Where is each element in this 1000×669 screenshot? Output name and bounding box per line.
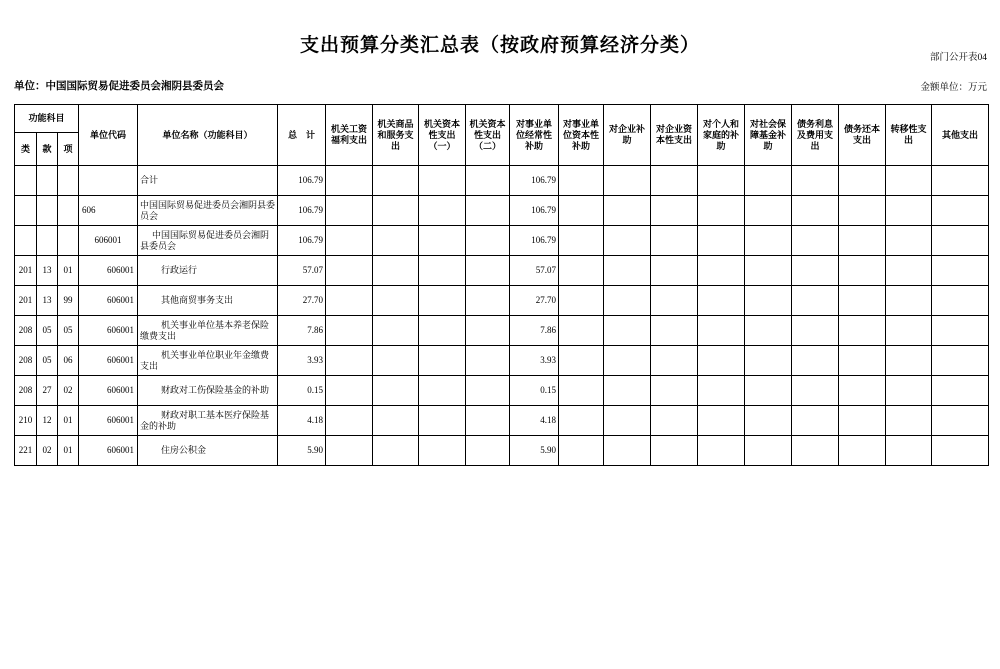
cell-value-6 [559, 346, 604, 376]
cell-value-12 [839, 436, 886, 466]
cell-value-6 [559, 316, 604, 346]
cell-value-3 [419, 226, 466, 256]
cell-unit-name: 其他商贸事务支出 [138, 286, 278, 316]
col-header-14: 债务还本支出 [839, 105, 886, 166]
cell-value-3 [419, 196, 466, 226]
cell-value-2 [373, 376, 419, 406]
meta-row [14, 78, 987, 93]
cell-value-1 [326, 166, 373, 196]
col-header-16: 其他支出 [932, 105, 989, 166]
cell-class [15, 226, 37, 256]
cell-value-8 [651, 376, 698, 406]
cell-section: 05 [37, 346, 58, 376]
cell-value-4 [466, 166, 510, 196]
cell-section: 13 [37, 256, 58, 286]
cell-value-14 [932, 166, 989, 196]
cell-value-2 [373, 316, 419, 346]
cell-class [15, 196, 37, 226]
cell-value-8 [651, 406, 698, 436]
cell-value-1 [326, 226, 373, 256]
cell-class: 221 [15, 436, 37, 466]
col-header-11: 对个人和家庭的补助 [698, 105, 745, 166]
cell-class: 208 [15, 346, 37, 376]
col-header-15: 转移性支出 [886, 105, 932, 166]
cell-value-11 [792, 226, 839, 256]
cell-value-4 [466, 256, 510, 286]
cell-class: 201 [15, 286, 37, 316]
cell-value-9 [698, 406, 745, 436]
cell-unit-code: 606001 [79, 376, 138, 406]
cell-value-5: 4.18 [510, 406, 559, 436]
cell-value-2 [373, 226, 419, 256]
cell-value-1 [326, 256, 373, 286]
cell-value-0: 0.15 [278, 376, 326, 406]
cell-value-14 [932, 436, 989, 466]
cell-item [58, 196, 79, 226]
cell-value-13 [886, 196, 932, 226]
col-header-3: 机关工资福利支出 [326, 105, 373, 166]
cell-value-7 [604, 316, 651, 346]
cell-item: 99 [58, 286, 79, 316]
cell-value-10 [745, 406, 792, 436]
cell-item [58, 226, 79, 256]
cell-value-7 [604, 436, 651, 466]
cell-value-2 [373, 256, 419, 286]
col-subheader-0: 类 [15, 133, 37, 166]
cell-value-1 [326, 406, 373, 436]
cell-value-11 [792, 196, 839, 226]
cell-value-12 [839, 196, 886, 226]
cell-value-5: 5.90 [510, 436, 559, 466]
cell-value-13 [886, 166, 932, 196]
cell-value-7 [604, 256, 651, 286]
table-row [15, 406, 989, 436]
col-header-13: 债务利息及费用支出 [792, 105, 839, 166]
cell-class [15, 166, 37, 196]
cell-value-14 [932, 346, 989, 376]
cell-unit-code: 606001 [79, 316, 138, 346]
cell-section [37, 196, 58, 226]
cell-section: 13 [37, 286, 58, 316]
cell-value-8 [651, 226, 698, 256]
cell-value-7 [604, 166, 651, 196]
cell-value-0: 7.86 [278, 316, 326, 346]
cell-value-3 [419, 406, 466, 436]
col-header-0: 单位代码 [79, 105, 138, 166]
cell-value-4 [466, 226, 510, 256]
cell-value-8 [651, 436, 698, 466]
table-row [15, 226, 989, 256]
cell-section [37, 226, 58, 256]
amount-unit-label: 金额单位：万元 [920, 83, 987, 93]
cell-value-1 [326, 316, 373, 346]
cell-value-14 [932, 316, 989, 346]
cell-unit-code: 606001 [79, 406, 138, 436]
table-row [15, 376, 989, 406]
cell-value-10 [745, 436, 792, 466]
cell-unit-code: 606001 [79, 286, 138, 316]
cell-value-4 [466, 436, 510, 466]
cell-class: 201 [15, 256, 37, 286]
table-row [15, 316, 989, 346]
cell-value-11 [792, 346, 839, 376]
cell-value-1 [326, 196, 373, 226]
cell-section: 12 [37, 406, 58, 436]
cell-value-8 [651, 316, 698, 346]
cell-value-12 [839, 316, 886, 346]
cell-value-12 [839, 166, 886, 196]
table-row [15, 256, 989, 286]
cell-value-4 [466, 346, 510, 376]
cell-value-3 [419, 376, 466, 406]
col-header-12: 对社会保障基金补助 [745, 105, 792, 166]
cell-value-5: 106.79 [510, 226, 559, 256]
cell-section: 02 [37, 436, 58, 466]
cell-unit-name: 机关事业单位基本养老保险缴费支出 [138, 316, 278, 346]
cell-unit-name: 中国国际贸易促进委员会湘阴县委员会 [138, 226, 278, 256]
cell-value-9 [698, 226, 745, 256]
cell-value-14 [932, 196, 989, 226]
cell-value-5: 57.07 [510, 256, 559, 286]
cell-value-12 [839, 376, 886, 406]
cell-value-1 [326, 346, 373, 376]
col-header-2: 总 计 [278, 105, 326, 166]
cell-value-0: 57.07 [278, 256, 326, 286]
cell-value-0: 106.79 [278, 166, 326, 196]
cell-value-9 [698, 256, 745, 286]
cell-value-0: 3.93 [278, 346, 326, 376]
cell-unit-name: 财政对职工基本医疗保险基金的补助 [138, 406, 278, 436]
cell-value-0: 5.90 [278, 436, 326, 466]
cell-value-10 [745, 256, 792, 286]
cell-unit-code: 606001 [79, 226, 138, 256]
cell-value-14 [932, 286, 989, 316]
cell-value-13 [886, 316, 932, 346]
cell-unit-code: 606001 [79, 256, 138, 286]
cell-value-7 [604, 376, 651, 406]
cell-value-2 [373, 436, 419, 466]
cell-value-6 [559, 406, 604, 436]
cell-value-12 [839, 256, 886, 286]
cell-unit-name: 行政运行 [138, 256, 278, 286]
cell-value-4 [466, 406, 510, 436]
cell-value-4 [466, 376, 510, 406]
cell-value-3 [419, 346, 466, 376]
cell-value-9 [698, 316, 745, 346]
cell-item [58, 166, 79, 196]
cell-value-13 [886, 376, 932, 406]
page-title: 支出预算分类汇总表（按政府预算经济分类） [299, 35, 700, 56]
cell-value-3 [419, 316, 466, 346]
cell-value-3 [419, 256, 466, 286]
cell-class: 208 [15, 376, 37, 406]
cell-value-13 [886, 406, 932, 436]
col-header-7: 对事业单位经常性补助 [510, 105, 559, 166]
cell-value-3 [419, 436, 466, 466]
col-subheader-2: 项 [58, 133, 79, 166]
cell-section: 05 [37, 316, 58, 346]
cell-value-5: 27.70 [510, 286, 559, 316]
cell-value-1 [326, 376, 373, 406]
cell-item: 01 [58, 406, 79, 436]
cell-value-4 [466, 196, 510, 226]
col-header-8: 对事业单位资本性补助 [559, 105, 604, 166]
cell-value-2 [373, 166, 419, 196]
cell-value-10 [745, 226, 792, 256]
cell-value-12 [839, 286, 886, 316]
cell-value-12 [839, 346, 886, 376]
cell-value-8 [651, 256, 698, 286]
cell-value-14 [932, 226, 989, 256]
cell-value-13 [886, 286, 932, 316]
cell-value-12 [839, 406, 886, 436]
cell-value-8 [651, 196, 698, 226]
cell-unit-name: 住房公积金 [138, 436, 278, 466]
cell-value-6 [559, 256, 604, 286]
cell-value-9 [698, 376, 745, 406]
cell-item: 01 [58, 256, 79, 286]
cell-unit-name: 中国国际贸易促进委员会湘阴县委员会 [138, 196, 278, 226]
col-header-4: 机关商品和服务支出 [373, 105, 419, 166]
cell-value-3 [419, 166, 466, 196]
cell-value-11 [792, 436, 839, 466]
cell-value-11 [792, 286, 839, 316]
cell-class: 208 [15, 316, 37, 346]
col-header-9: 对企业补助 [604, 105, 651, 166]
cell-item: 05 [58, 316, 79, 346]
col-subheader-1: 款 [37, 133, 58, 166]
cell-value-9 [698, 286, 745, 316]
cell-unit-code: 606 [79, 196, 138, 226]
cell-value-7 [604, 226, 651, 256]
cell-unit-code: 606001 [79, 346, 138, 376]
cell-unit-code: 606001 [79, 436, 138, 466]
cell-value-1 [326, 286, 373, 316]
cell-item: 02 [58, 376, 79, 406]
table-body [15, 166, 989, 466]
cell-value-7 [604, 406, 651, 436]
cell-class: 210 [15, 406, 37, 436]
cell-section [37, 166, 58, 196]
table-row [15, 286, 989, 316]
cell-value-2 [373, 196, 419, 226]
cell-value-11 [792, 316, 839, 346]
cell-unit-name: 财政对工伤保险基金的补助 [138, 376, 278, 406]
cell-value-13 [886, 346, 932, 376]
cell-value-11 [792, 166, 839, 196]
col-header-6: 机关资本性支出（二） [466, 105, 510, 166]
cell-item: 01 [58, 436, 79, 466]
cell-value-12 [839, 226, 886, 256]
cell-value-8 [651, 286, 698, 316]
cell-value-7 [604, 286, 651, 316]
cell-value-14 [932, 406, 989, 436]
cell-value-9 [698, 436, 745, 466]
cell-value-10 [745, 376, 792, 406]
cell-value-11 [792, 406, 839, 436]
cell-value-8 [651, 166, 698, 196]
cell-value-9 [698, 346, 745, 376]
cell-value-0: 106.79 [278, 226, 326, 256]
cell-value-10 [745, 196, 792, 226]
cell-value-10 [745, 166, 792, 196]
cell-unit-code [79, 166, 138, 196]
cell-value-7 [604, 346, 651, 376]
cell-value-4 [466, 316, 510, 346]
col-header-functional-subject: 功能科目 [15, 105, 79, 133]
table-row [15, 346, 989, 376]
cell-value-1 [326, 436, 373, 466]
cell-value-14 [932, 376, 989, 406]
cell-value-6 [559, 436, 604, 466]
table-row [15, 166, 989, 196]
cell-value-0: 27.70 [278, 286, 326, 316]
cell-unit-name: 合计 [138, 166, 278, 196]
cell-value-0: 106.79 [278, 196, 326, 226]
cell-value-6 [559, 166, 604, 196]
cell-value-5: 7.86 [510, 316, 559, 346]
cell-value-9 [698, 196, 745, 226]
table-row [15, 436, 989, 466]
cell-value-4 [466, 286, 510, 316]
cell-value-10 [745, 316, 792, 346]
cell-value-9 [698, 166, 745, 196]
cell-value-2 [373, 406, 419, 436]
cell-value-13 [886, 436, 932, 466]
cell-value-2 [373, 286, 419, 316]
cell-value-6 [559, 196, 604, 226]
cell-value-10 [745, 346, 792, 376]
cell-value-5: 0.15 [510, 376, 559, 406]
cell-value-6 [559, 286, 604, 316]
cell-value-5: 106.79 [510, 166, 559, 196]
cell-value-2 [373, 346, 419, 376]
cell-value-0: 4.18 [278, 406, 326, 436]
col-header-5: 机关资本性支出（一） [419, 105, 466, 166]
table-row [15, 196, 989, 226]
cell-value-7 [604, 196, 651, 226]
cell-value-6 [559, 226, 604, 256]
cell-value-3 [419, 286, 466, 316]
cell-value-11 [792, 376, 839, 406]
cell-value-11 [792, 256, 839, 286]
table-header [15, 105, 989, 166]
unit-label: 单位：中国国际贸易促进委员会湘阴县委员会 [14, 81, 224, 92]
cell-value-10 [745, 286, 792, 316]
cell-section: 27 [37, 376, 58, 406]
budget-table [14, 104, 989, 466]
cell-value-5: 106.79 [510, 196, 559, 226]
budget-summary-page [0, 34, 1000, 466]
col-header-10: 对企业资本性支出 [651, 105, 698, 166]
cell-item: 06 [58, 346, 79, 376]
cell-value-5: 3.93 [510, 346, 559, 376]
cell-value-13 [886, 226, 932, 256]
cell-value-14 [932, 256, 989, 286]
col-header-1: 单位名称（功能科目） [138, 105, 278, 166]
cell-value-6 [559, 376, 604, 406]
cell-unit-name: 机关事业单位职业年金缴费支出 [138, 346, 278, 376]
cell-value-13 [886, 256, 932, 286]
form-number-label: 部门公开表04 [929, 53, 987, 63]
cell-value-8 [651, 346, 698, 376]
